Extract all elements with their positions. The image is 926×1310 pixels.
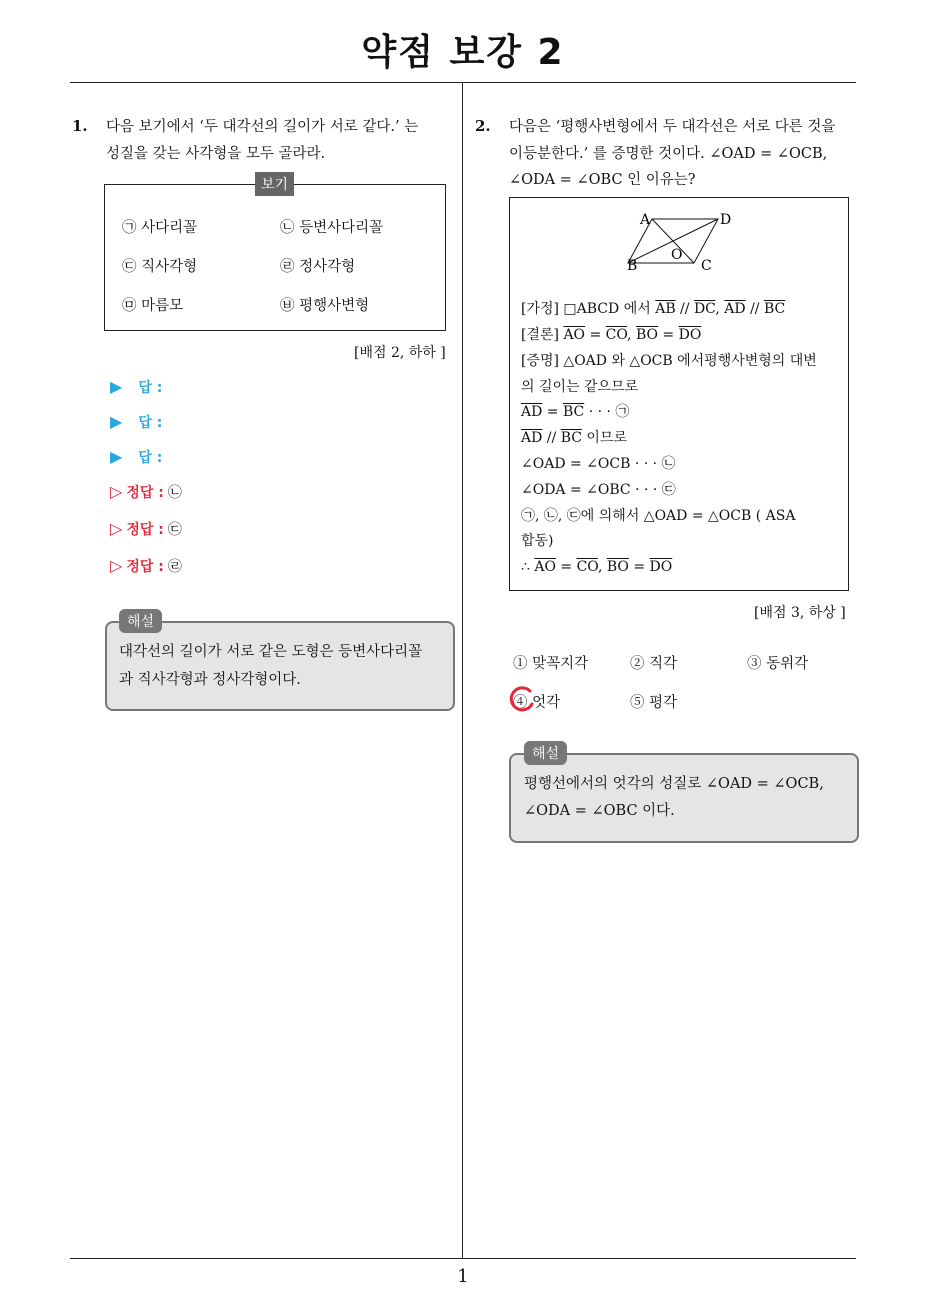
explanation-text-line: 대각선의 길이가 서로 같은 도형은 등변사다리꼴 bbox=[119, 644, 423, 660]
segment: $\overline{AO}$ bbox=[534, 559, 556, 575]
bogi-choice: ㉢ 직사각형 bbox=[122, 259, 198, 275]
bogi-choice: ㉣ 정사각형 bbox=[280, 259, 356, 275]
answer-line bbox=[110, 377, 162, 397]
correct-answer-line bbox=[110, 519, 182, 539]
proof-text: [가정] □ABCD 에서 bbox=[521, 301, 656, 317]
segment: $\overline{DO}$ bbox=[678, 327, 702, 343]
bogi-choice: ㉤ 마름모 bbox=[122, 298, 184, 314]
proof-text: ∴ bbox=[521, 559, 535, 575]
segment: $\overline{AB}$ bbox=[655, 301, 676, 317]
proof-text: = bbox=[657, 327, 679, 343]
answer-marker-icon: ▶ bbox=[110, 377, 123, 396]
correct-label: 정답 : bbox=[126, 559, 164, 575]
question-text-line: ∠ODA = ∠OBC 인 이유는? bbox=[509, 172, 696, 188]
correct-label: 정답 : bbox=[126, 485, 164, 501]
proof-line: 합동) bbox=[521, 533, 554, 549]
proof-text: , bbox=[715, 301, 725, 317]
correct-value: ㉣ bbox=[167, 559, 182, 575]
proof-line bbox=[521, 297, 785, 323]
explanation-text-line: 과 직사각형과 정사각형이다. bbox=[119, 672, 301, 688]
score-label: [배점 2, 하하 ] bbox=[354, 345, 446, 361]
segment: $\overline{BO}$ bbox=[635, 327, 658, 343]
explanation-text-line: ∠ODA = ∠OBC 이다. bbox=[524, 803, 675, 819]
proof-line: [증명] △OAD 와 △OCB 에서평행사변형의 대변 bbox=[521, 353, 817, 369]
proof-line: ㉠, ㉡, ㉢에 의해서 △OAD = △OCB ( ASA bbox=[521, 508, 796, 524]
answer-marker-icon: ▶ bbox=[110, 447, 123, 466]
option-5[interactable]: ⑤ 평각 bbox=[630, 695, 678, 711]
proof-line bbox=[521, 426, 627, 452]
bogi-choice: ㉥ 평행사변형 bbox=[280, 298, 370, 314]
segment: $\overline{DC}$ bbox=[693, 301, 716, 317]
answer-marker-icon: ▶ bbox=[110, 412, 123, 431]
proof-line: ∠ODA = ∠OBC · · · ㉢ bbox=[521, 482, 676, 498]
top-divider bbox=[70, 82, 856, 83]
page-title: 약점 보강 2 bbox=[361, 32, 565, 73]
bogi-label: 보기 bbox=[255, 172, 294, 196]
proof-text: · · · ㉠ bbox=[584, 404, 630, 420]
proof-text: = bbox=[628, 559, 650, 575]
proof-text: , bbox=[597, 559, 607, 575]
center-label-o: O bbox=[671, 247, 683, 263]
correct-value: ㉡ bbox=[167, 485, 182, 501]
question-text-line: 다음 보기에서 ‘두 대각선의 길이가 서로 같다.’ 는 bbox=[106, 119, 419, 135]
proof-text: // bbox=[745, 301, 764, 317]
proof-line bbox=[521, 400, 629, 426]
column-divider bbox=[462, 82, 463, 1259]
correct-answer-line bbox=[110, 482, 182, 502]
option-3[interactable]: ③ 동위각 bbox=[747, 656, 809, 672]
segment: $\overline{BO}$ bbox=[606, 559, 629, 575]
vertex-label-a: A bbox=[640, 212, 651, 228]
option-1[interactable]: ① 맞꼭지각 bbox=[513, 656, 589, 672]
segment: $\overline{AD}$ bbox=[521, 404, 543, 420]
proof-line bbox=[521, 555, 672, 581]
answer-label: 답 : bbox=[138, 415, 163, 431]
question-number: 1. bbox=[72, 117, 88, 135]
vertex-label-c: C bbox=[701, 258, 712, 274]
correct-value: ㉢ bbox=[167, 522, 182, 538]
selected-circle-icon bbox=[506, 685, 536, 715]
bogi-choice: ㉠ 사다리꼴 bbox=[122, 220, 198, 236]
proof-line: ∠OAD = ∠OCB · · · ㉡ bbox=[521, 456, 676, 472]
correct-marker-icon: ▷ bbox=[110, 519, 123, 538]
bottom-divider bbox=[70, 1258, 856, 1259]
parallelogram-diagram bbox=[600, 205, 760, 275]
explanation-text-line: 평행선에서의 엇각의 성질로 ∠OAD = ∠OCB, bbox=[524, 776, 824, 792]
page-number: 1 bbox=[457, 1266, 469, 1287]
correct-marker-icon: ▷ bbox=[110, 556, 123, 575]
question-number: 2. bbox=[475, 117, 491, 135]
segment: $\overline{BC}$ bbox=[763, 301, 786, 317]
proof-text: // bbox=[542, 430, 561, 446]
explanation-label: 해설 bbox=[524, 741, 567, 765]
option-2[interactable]: ② 직각 bbox=[630, 656, 678, 672]
bogi-choice: ㉡ 등변사다리꼴 bbox=[280, 220, 384, 236]
correct-answer-line bbox=[110, 556, 182, 576]
proof-text: , bbox=[627, 327, 636, 343]
proof-text: [결론] bbox=[521, 327, 564, 343]
circle-stroke bbox=[511, 688, 532, 710]
question-text-line: 성질을 갖는 사각형을 모두 골라라. bbox=[106, 146, 326, 162]
proof-text: = bbox=[542, 404, 563, 420]
proof-text: // bbox=[675, 301, 694, 317]
segment: $\overline{CO}$ bbox=[576, 559, 598, 575]
score-label: [배점 3, 하상 ] bbox=[754, 605, 846, 621]
segment: $\overline{DO}$ bbox=[649, 559, 673, 575]
option-4[interactable]: ④ 엇각 bbox=[513, 695, 561, 711]
proof-text: 이므로 bbox=[581, 430, 627, 446]
proof-line bbox=[521, 323, 701, 349]
segment: $\overline{BC}$ bbox=[562, 404, 585, 420]
question-text-line: 다음은 ‘평행사변형에서 두 대각선은 서로 다른 것을 bbox=[509, 119, 836, 135]
vertex-label-b: B bbox=[627, 258, 638, 274]
segment: $\overline{CO}$ bbox=[605, 327, 628, 343]
answer-label: 답 : bbox=[138, 450, 163, 466]
question-text-line: 이등분한다.’ 를 증명한 것이다. ∠OAD = ∠OCB, bbox=[509, 146, 828, 162]
answer-line bbox=[110, 412, 162, 432]
segment: $\overline{AO}$ bbox=[563, 327, 586, 343]
answer-label: 답 : bbox=[138, 380, 163, 396]
correct-marker-icon: ▷ bbox=[110, 482, 123, 501]
vertex-label-d: D bbox=[720, 212, 732, 228]
segment: $\overline{AD}$ bbox=[521, 430, 543, 446]
correct-label: 정답 : bbox=[126, 522, 164, 538]
proof-text: = bbox=[585, 327, 606, 343]
answer-line bbox=[110, 447, 162, 467]
proof-text: = bbox=[555, 559, 577, 575]
explanation-label: 해설 bbox=[119, 609, 162, 633]
segment: $\overline{AD}$ bbox=[724, 301, 746, 317]
proof-line: 의 길이는 같으므로 bbox=[521, 379, 639, 395]
segment: $\overline{BC}$ bbox=[560, 430, 582, 446]
